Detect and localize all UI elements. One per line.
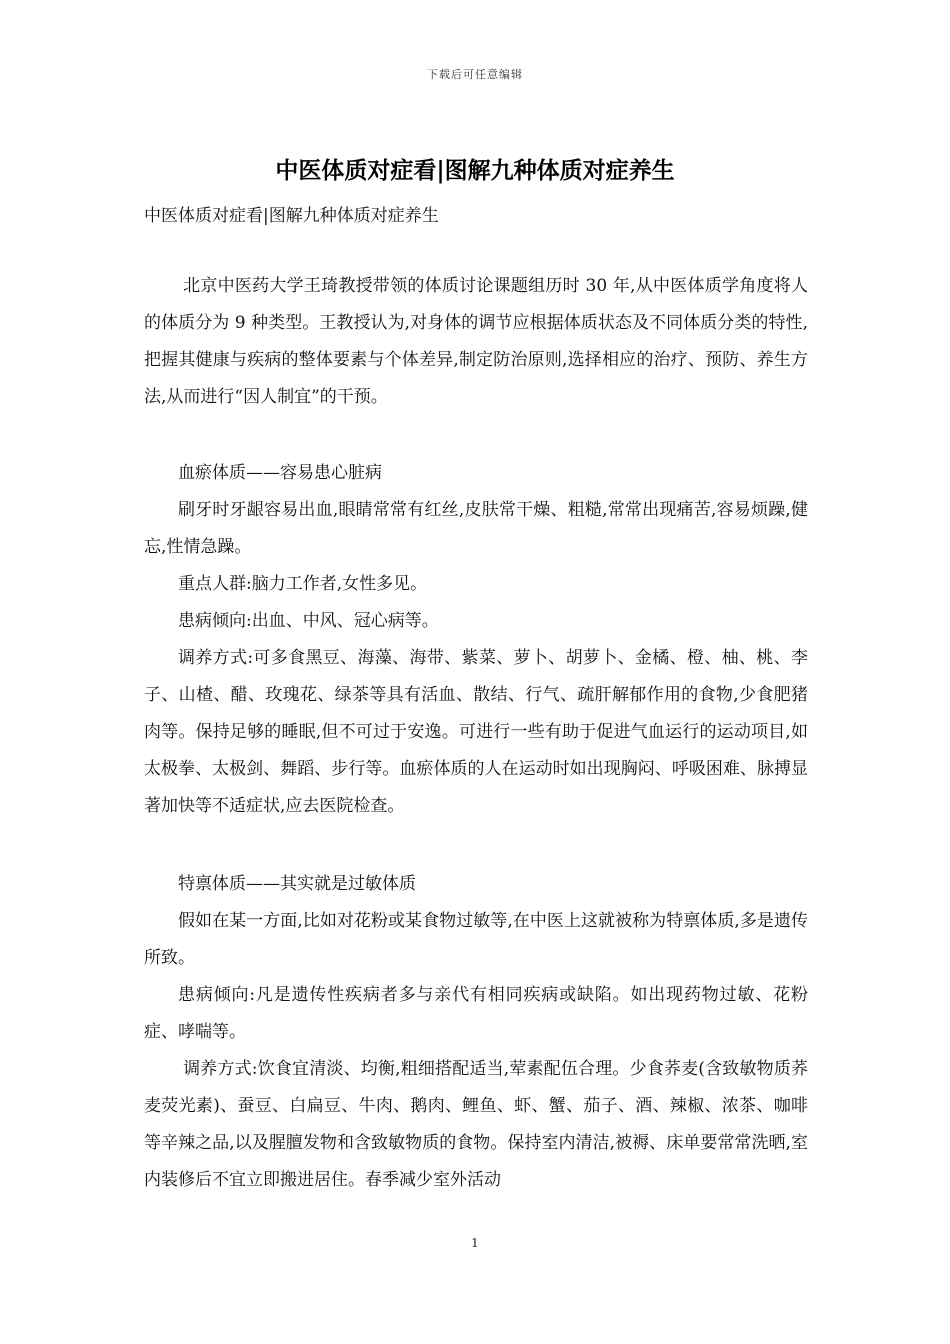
special-constitution-care: 调养方式:饮食宜清淡、均衡,粗细搭配适当,荤素配伍合理。少食荞麦(含致敏物质荞麦荧光素)、蚕豆、白扁豆、牛肉、鹅肉、鲤鱼、虾、蟹、茄子、酒、辣椒、浓茶、咖啡等辛辣之品,以及腥膻发物和含致敏物质的食物。保持室内清洁,被褥、床单要常常洗晒,室内装修后不宜立即搬进居住。春季减少室外活动 [144,1059,808,1190]
special-constitution-description: 假如在某一方面,比如对花粉或某食物过敏等,在中医上这就被称为特禀体质,多是遗传所致。 [144,911,808,968]
page-number: 1 [471,1236,479,1250]
blood-stasis-population: 重点人群:脑力工作者,女性多见。 [178,574,428,594]
blood-stasis-tendency: 患病倾向:出血、中风、冠心病等。 [178,611,439,631]
blood-stasis-care: 调养方式:可多食黑豆、海藻、海带、紫菜、萝卜、胡萝卜、金橘、橙、柚、桃、李子、山楂、醋、玫瑰花、绿茶等具有活血、散结、行气、疏肝解郁作用的食物,少食肥猪肉等。保持足够的睡眠,但不可过于安逸。可进行一些有助于促进气血运行的运动项目,如太极拳、太极剑、舞蹈、步行等。血瘀体质的人在运动时如出现胸闷、呼吸困难、脉搏显著加快等不适症状,应去医院检查。 [144,648,808,816]
document-title: 中医体质对症看|图解九种体质对症养生 [275,157,675,184]
special-constitution-heading: 特禀体质——其实就是过敏体质 [178,874,416,894]
special-constitution-tendency: 患病倾向:凡是遗传性疾病者多与亲代有相同疾病或缺陷。如出现药物过敏、花粉症、哮喘等。 [144,985,808,1042]
blood-stasis-symptoms: 刷牙时牙龈容易出血,眼睛常常有红丝,皮肤常干燥、粗糙,常常出现痛苦,容易烦躁,健忘,性情急躁。 [144,500,808,557]
blood-stasis-heading: 血瘀体质——容易患心脏病 [178,463,382,483]
intro-paragraph: 北京中医药大学王琦教授带领的体质讨论课题组历时 30 年,从中医体质学角度将人的体质分为 9 种类型。王教授认为,对身体的调节应根据体质状态及不同体质分类的特性,把握其健康与疾病的整体要素与个体差异,制定防治原则,选择相应的治疗、预防、养生方法,从而进行“因人制宜”的干预。 [144,276,808,407]
header-note: 下载后可任意编辑 [427,68,523,81]
document-subtitle: 中医体质对症看|图解九种体质对症养生 [144,206,439,226]
